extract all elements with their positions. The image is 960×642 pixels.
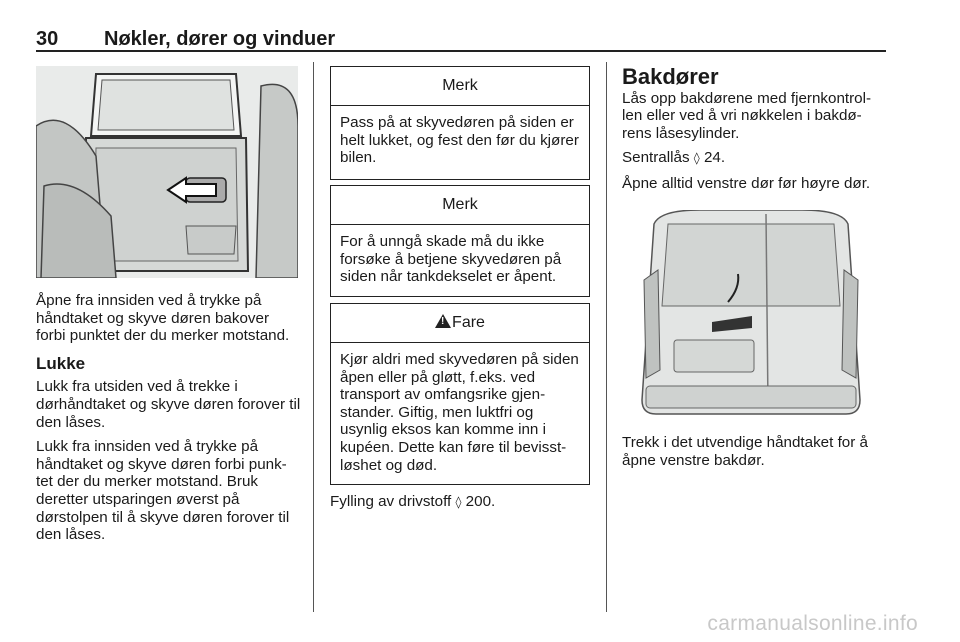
page-reference-arrow-icon: ◊ xyxy=(455,495,462,509)
column-divider xyxy=(606,62,607,612)
watermark: carmanualsonline.info xyxy=(707,612,918,635)
fueling-page-link[interactable]: 200. xyxy=(465,493,496,510)
rear-doors-drawing xyxy=(640,210,862,416)
open-left-first-text: Åpne alltid venstre dør før høyre dør. xyxy=(622,174,871,192)
note-box xyxy=(330,185,590,297)
danger-title: Fare xyxy=(452,314,485,331)
central-lock-reference xyxy=(622,149,888,168)
note-text: For å unngå skade må du ikke forsøke å betjene skyvedøren på siden når tankdekselet er åpent. xyxy=(340,233,562,286)
danger-text: Kjør aldri med skyvedøren på siden åpen eller på gløtt, f.eks. ved transport av omfangsrike gjen- stander. Giftig, men luktfri og usynlig eksos kan komme inn i kupéen. Dette kan føre til bevisst- løshet og død. xyxy=(340,351,579,474)
danger-header xyxy=(331,304,589,343)
sliding-door-illustration xyxy=(36,66,298,278)
close-from-outside-text: Lukk fra utsiden ved å trekke i dørhåndtaket og skyve døren forover til den låses. xyxy=(36,378,301,431)
section-heading-bakdorer: Bakdører xyxy=(622,64,719,89)
left-column xyxy=(36,292,302,551)
page-title: Nøkler, dører og vinduer xyxy=(104,28,336,50)
danger-box xyxy=(330,303,590,485)
page-reference-arrow-icon: ◊ xyxy=(693,151,700,166)
right-column-bottom xyxy=(622,434,888,476)
fueling-reference xyxy=(330,493,590,512)
note-title: Merk xyxy=(331,186,589,225)
note-text: Pass på at skyvedøren på siden er helt lukket, og fest den før du kjører bilen. xyxy=(340,114,579,167)
open-from-inside-text: Åpne fra innsiden ved å trykke på håndtaket og skyve døren bakover forbi punktet der du merker motstand. xyxy=(36,292,290,345)
right-column xyxy=(622,64,888,200)
central-lock-text: Sentrallås xyxy=(622,149,690,167)
warning-triangle-icon xyxy=(435,314,451,328)
fueling-text: Fylling av drivstoff xyxy=(330,493,452,510)
unlock-rear-doors-text: Lås opp bakdørene med fjernkontrol- len eller ved å vri nøkkelen i bakdø- rens låsesylinder. xyxy=(622,89,872,142)
section-heading-lukke: Lukke xyxy=(36,353,86,373)
pull-handle-text: Trekk i det utvendige håndtaket for å åpne venstre bakdør. xyxy=(622,434,868,469)
central-lock-page-link[interactable]: 24. xyxy=(703,149,726,167)
rear-doors-illustration xyxy=(640,210,862,416)
close-from-inside-text: Lukk fra innsiden ved å trykke på håndtaket og skyve døren forbi punk- tet der du merker motstand. Bruk deretter utsparingen øverst på dørstolpen til å skyve døren forover til den låses. xyxy=(36,438,290,544)
note-title: Merk xyxy=(331,67,589,106)
sliding-door-drawing xyxy=(36,66,298,278)
page-number: 30 xyxy=(36,28,59,50)
column-divider xyxy=(313,62,314,612)
note-box xyxy=(330,66,590,180)
header-rule xyxy=(36,50,886,52)
